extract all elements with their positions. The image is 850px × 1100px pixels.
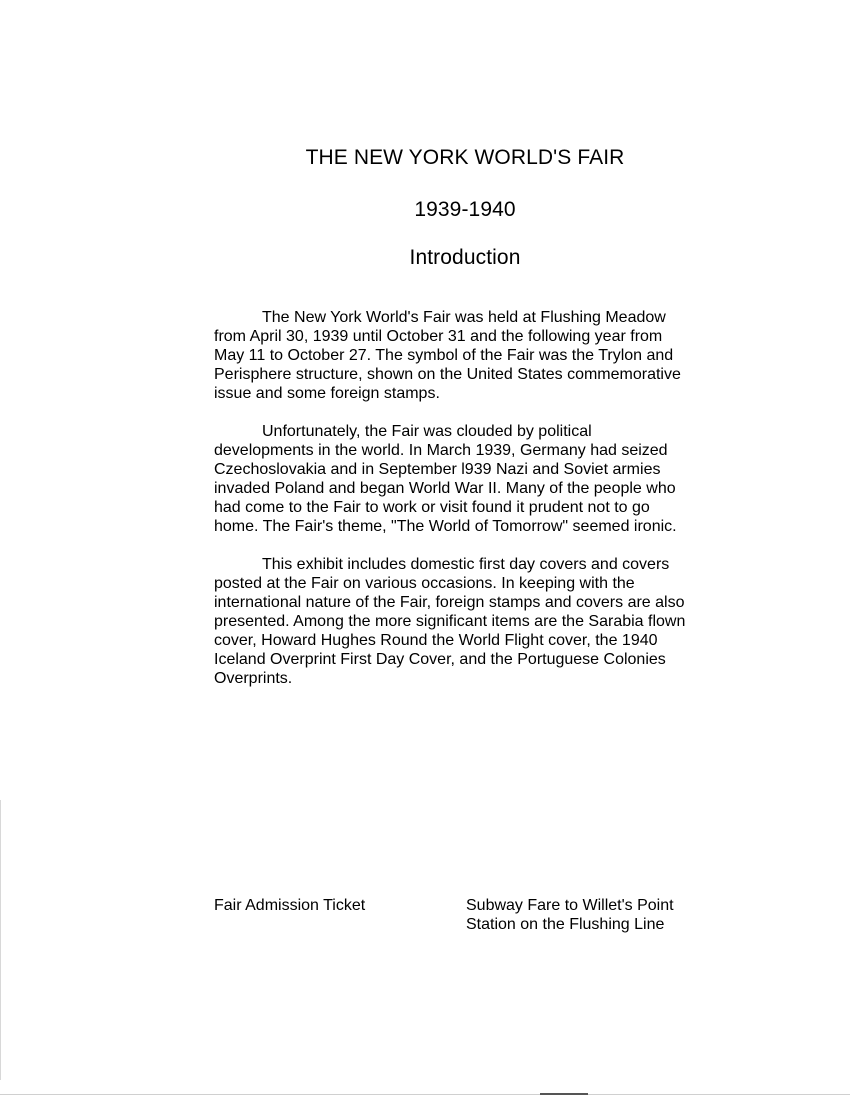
caption-line: Station on the Flushing Line [466, 916, 665, 933]
paragraph-line: This exhibit includes domestic first day covers and covers [262, 556, 670, 573]
paragraph-line: Perisphere structure, shown on the United States commemorative [214, 366, 681, 383]
paragraph-line: home. The Fair's theme, "The World of Tomorrow" seemed ironic. [214, 518, 677, 535]
section-heading-introduction: Introduction [409, 246, 521, 269]
paragraph-line: from April 30, 1939 until October 31 and the following year from [214, 328, 663, 345]
paragraph-line: The New York World's Fair was held at Flushing Meadow [262, 309, 666, 326]
paragraph-line: Czechoslovakia and in September l939 Nazi and Soviet armies [214, 461, 661, 478]
paragraph-exhibit-contents [214, 555, 729, 688]
paragraph-political-context [214, 422, 729, 536]
paragraph-line: invaded Poland and began World War II. Many of the people who [214, 480, 676, 497]
scan-bottom-mark [540, 1093, 588, 1095]
page-years: 1939-1940 [414, 198, 516, 221]
paragraph-line: developments in the world. In March 1939, Germany had seized [214, 442, 668, 459]
paragraph-line: Unfortunately, the Fair was clouded by political [262, 423, 592, 440]
scan-bottom-line [0, 1094, 850, 1095]
paragraph-line: Overprints. [214, 670, 293, 687]
caption-line: Subway Fare to Willet's Point [466, 897, 674, 914]
paragraph-line: had come to the Fair to work or visit found it prudent not to go [214, 499, 650, 516]
paragraph-line: issue and some foreign stamps. [214, 385, 440, 402]
page-title: THE NEW YORK WORLD'S FAIR [305, 146, 625, 169]
paragraph-line: Iceland Overprint First Day Cover, and the Portuguese Colonies [214, 651, 666, 668]
paragraph-line: posted at the Fair on various occasions. In keeping with the [214, 575, 635, 592]
scan-edge-line [0, 800, 1, 1080]
paragraph-line: cover, Howard Hughes Round the World Flight cover, the 1940 [214, 632, 658, 649]
paragraph-line: international nature of the Fair, foreign stamps and covers are also [214, 594, 685, 611]
paragraph-line: presented. Among the more significant items are the Sarabia flown [214, 613, 686, 630]
paragraph-fair-overview [214, 308, 729, 403]
caption-admission-ticket: Fair Admission Ticket [214, 897, 366, 914]
caption-subway-fare [466, 896, 674, 934]
paragraph-line: May 11 to October 27. The symbol of the Fair was the Trylon and [214, 347, 674, 364]
